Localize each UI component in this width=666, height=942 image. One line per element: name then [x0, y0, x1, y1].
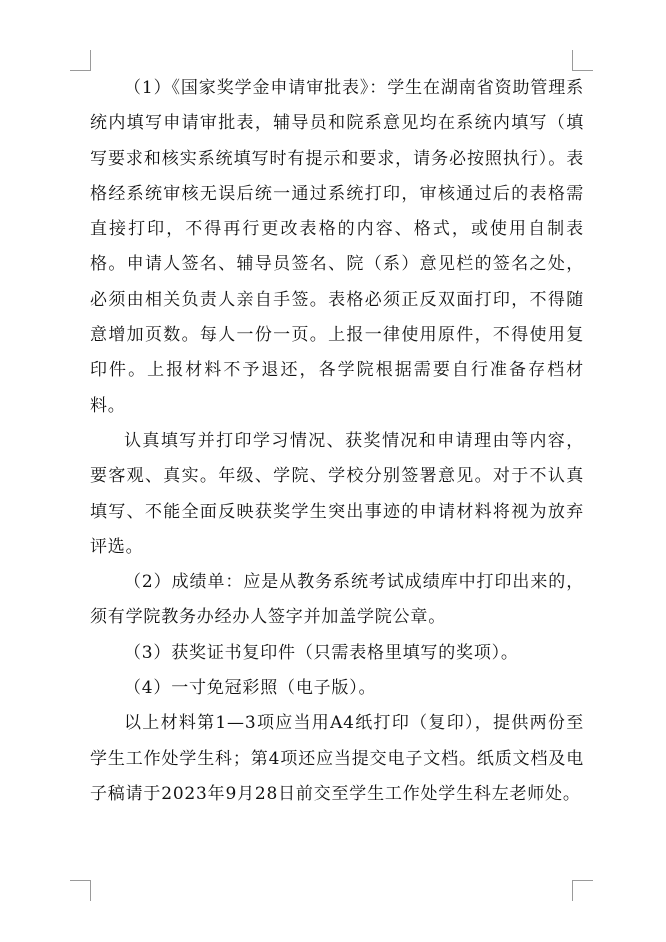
- document-body: [90, 71, 584, 812]
- page-corner-mark-top-right: [572, 50, 593, 71]
- page-corner-mark-bottom-left: [70, 880, 91, 901]
- paragraph-fill-requirements: 认真填写并打印学习情况、获奖情况和申请理由等内容，要客观、真实。年级、学院、学校分别签署意见。对于不认真填写、不能全面反映获奖学生突出事迹的申请材料将视为放弃评选。: [90, 430, 584, 557]
- page-corner-mark-bottom-right: [572, 880, 593, 901]
- paragraph-application-form: （1）《国家奖学金申请审批表》：学生在湖南省资助管理系统内填写申请审批表，辅导员和院系意见均在系统内填写（填写要求和核实系统填写时有提示和要求，请务必按照执行）。表格经系统审核无误后统一通过系统打印，审核通过后的表格需直接打印，不得再行更改表格的内容、格式，或使用自制表格。申请人签名、辅导员签名、院（系）意见栏的签名之处，必须由相关负责人亲自手签。表格必须正反双面打印，不得随意增加页数。每人一份一页。上报一律使用原件，不得使用复印件。上报材料不予退还，各学院根据需要自行准备存档材料。: [90, 78, 584, 416]
- paragraph-submission-deadline: 以上材料第1—3项应当用A4纸打印（复印），提供两份至学生工作处学生科；第4项还应当提交电子文档。纸质文档及电子稿请于2023年9月28日前交至学生工作处学生科左老师处。: [90, 713, 584, 804]
- paragraph-award-certificates: （3）获奖证书复印件（只需表格里填写的奖项）。: [124, 642, 519, 663]
- paragraph-transcript: （2）成绩单：应是从教务系统考试成绩库中打印出来的，须有学院教务办经办人签字并加盖学院公章。: [90, 572, 584, 628]
- page-corner-mark-top-left: [70, 50, 91, 71]
- paragraph-photo: （4）一寸免冠彩照（电子版）。: [124, 678, 377, 699]
